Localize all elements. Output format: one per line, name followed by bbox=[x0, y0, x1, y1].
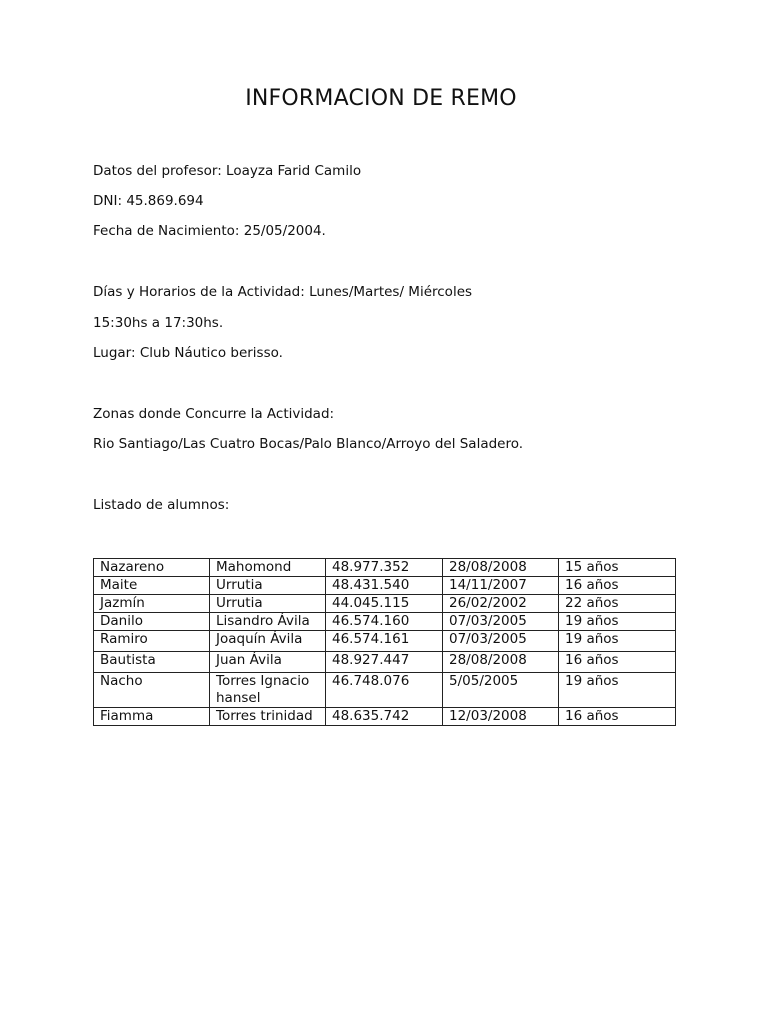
table-row bbox=[94, 652, 676, 673]
student-last-name: Urrutia bbox=[210, 577, 326, 595]
profesor-line: Datos del profesor: Loayza Farid Camilo bbox=[93, 163, 362, 179]
student-dni: 46.748.076 bbox=[326, 673, 443, 708]
student-age: 16 años bbox=[559, 708, 676, 726]
students-table bbox=[93, 558, 676, 726]
student-age: 19 años bbox=[559, 673, 676, 708]
student-age: 19 años bbox=[559, 631, 676, 652]
student-age: 16 años bbox=[559, 652, 676, 673]
student-first-name: Danilo bbox=[94, 613, 210, 631]
student-first-name: Maite bbox=[94, 577, 210, 595]
student-birthdate: 5/05/2005 bbox=[443, 673, 559, 708]
table-row bbox=[94, 708, 676, 726]
student-age: 15 años bbox=[559, 559, 676, 577]
student-first-name: Ramiro bbox=[94, 631, 210, 652]
student-first-name: Jazmín bbox=[94, 595, 210, 613]
zonas-line: Rio Santiago/Las Cuatro Bocas/Palo Blanco/Arroyo del Saladero. bbox=[93, 436, 524, 452]
horario-line: 15:30hs a 17:30hs. bbox=[93, 315, 224, 331]
dias-line: Días y Horarios de la Actividad: Lunes/Martes/ Miércoles bbox=[93, 284, 473, 300]
page-title: INFORMACION DE REMO bbox=[245, 86, 517, 111]
student-birthdate: 07/03/2005 bbox=[443, 613, 559, 631]
student-last-name: Torres trinidad bbox=[210, 708, 326, 726]
student-dni: 46.574.161 bbox=[326, 631, 443, 652]
student-last-name: Urrutia bbox=[210, 595, 326, 613]
student-birthdate: 26/02/2002 bbox=[443, 595, 559, 613]
student-birthdate: 12/03/2008 bbox=[443, 708, 559, 726]
student-first-name: Nacho bbox=[94, 673, 210, 708]
student-first-name: Fiamma bbox=[94, 708, 210, 726]
nacimiento-line: Fecha de Nacimiento: 25/05/2004. bbox=[93, 223, 326, 239]
dni-line: DNI: 45.869.694 bbox=[93, 193, 204, 209]
student-age: 22 años bbox=[559, 595, 676, 613]
student-birthdate: 14/11/2007 bbox=[443, 577, 559, 595]
student-dni: 44.045.115 bbox=[326, 595, 443, 613]
student-first-name: Nazareno bbox=[94, 559, 210, 577]
student-birthdate: 07/03/2005 bbox=[443, 631, 559, 652]
student-last-name: Lisandro Ávila bbox=[210, 613, 326, 631]
student-dni: 48.635.742 bbox=[326, 708, 443, 726]
listado-label: Listado de alumnos: bbox=[93, 497, 230, 513]
table-row bbox=[94, 577, 676, 595]
student-last-name: Torres Ignacio hansel bbox=[210, 673, 326, 708]
student-age: 19 años bbox=[559, 613, 676, 631]
student-age: 16 años bbox=[559, 577, 676, 595]
zonas-label: Zonas donde Concurre la Actividad: bbox=[93, 406, 335, 422]
table-row bbox=[94, 673, 676, 708]
lugar-line: Lugar: Club Náutico berisso. bbox=[93, 345, 283, 361]
table-row bbox=[94, 613, 676, 631]
student-dni: 48.431.540 bbox=[326, 577, 443, 595]
student-last-name: Joaquín Ávila bbox=[210, 631, 326, 652]
table-row bbox=[94, 595, 676, 613]
student-dni: 48.977.352 bbox=[326, 559, 443, 577]
student-last-name: Mahomond bbox=[210, 559, 326, 577]
student-last-name: Juan Ávila bbox=[210, 652, 326, 673]
student-first-name: Bautista bbox=[94, 652, 210, 673]
table-row bbox=[94, 631, 676, 652]
student-birthdate: 28/08/2008 bbox=[443, 559, 559, 577]
table-row bbox=[94, 559, 676, 577]
student-birthdate: 28/08/2008 bbox=[443, 652, 559, 673]
student-dni: 48.927.447 bbox=[326, 652, 443, 673]
student-dni: 46.574.160 bbox=[326, 613, 443, 631]
